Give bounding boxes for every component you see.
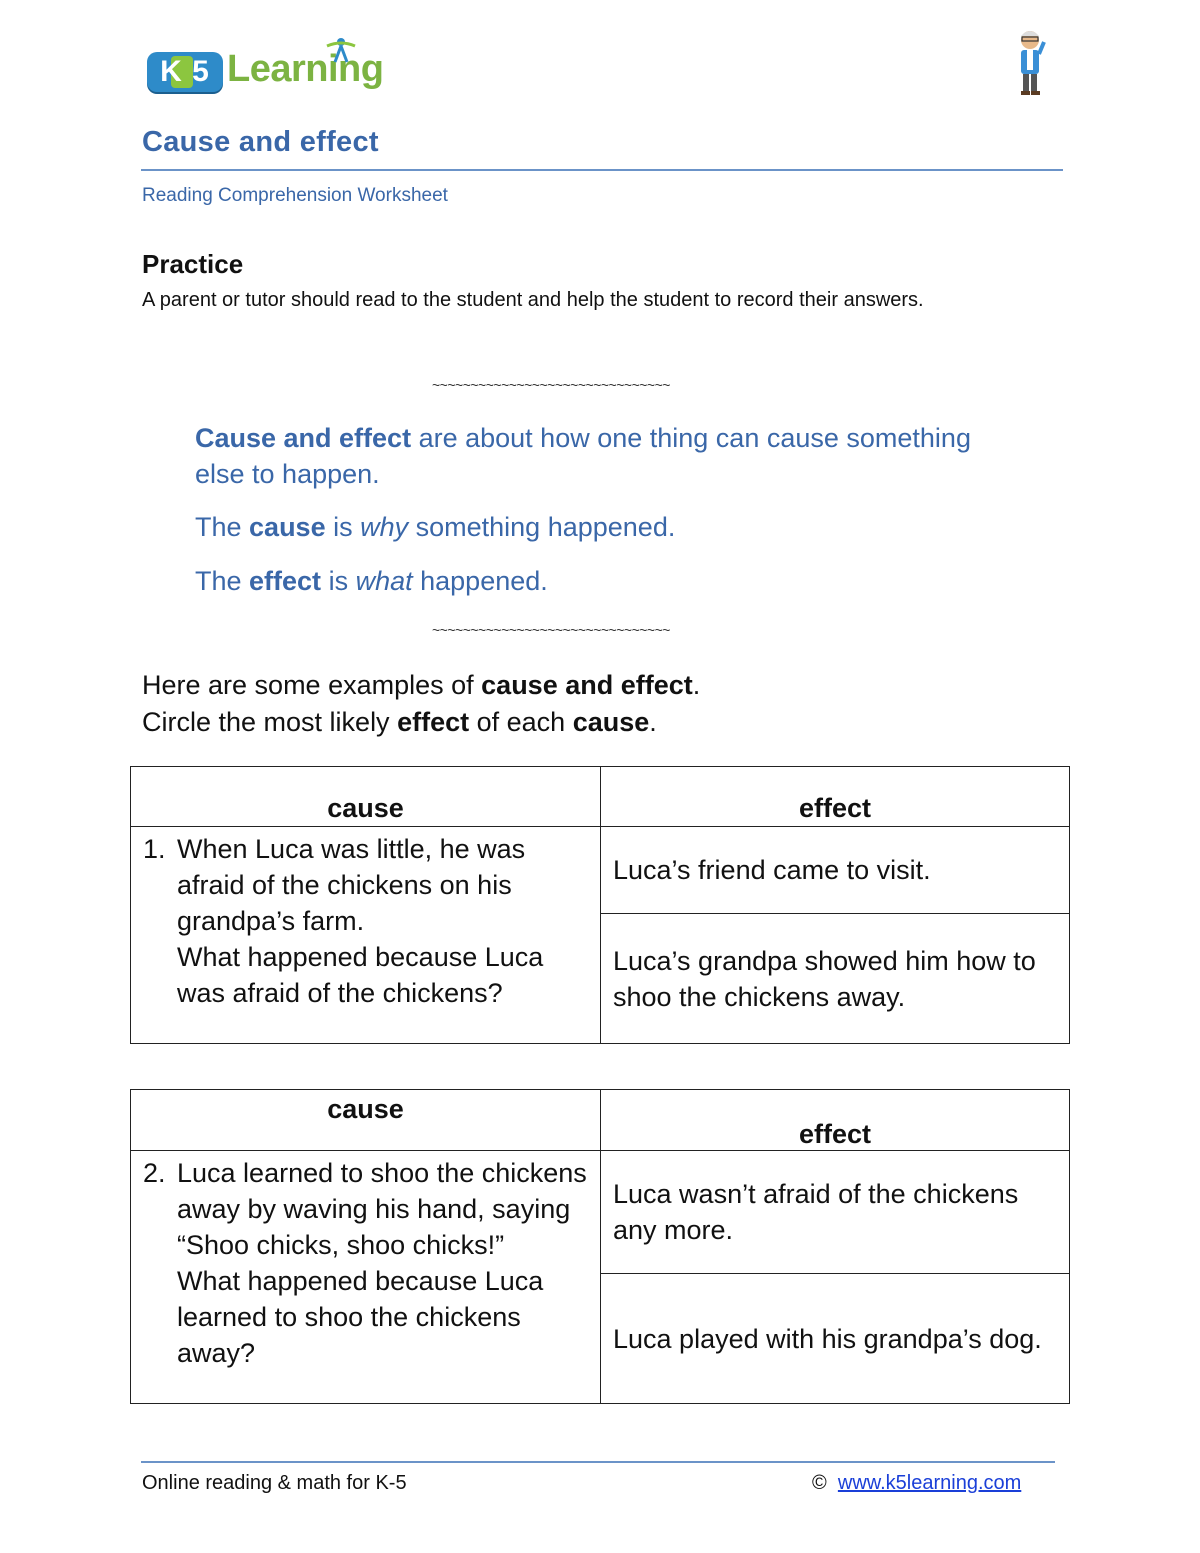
item-number: 1. [143, 834, 166, 864]
title-divider [141, 169, 1063, 171]
tilde-divider-bottom: ~~~~~~~~~~~~~~~~~~~~~~~~~~~~~~~ [432, 622, 670, 638]
logo-figure-icon [321, 36, 361, 64]
k5-learning-logo: K 5 Learning [143, 38, 403, 102]
practice-heading: Practice [142, 249, 244, 279]
instruction-1-text: Here are some examples of [142, 670, 482, 700]
tilde-divider-top: ~~~~~~~~~~~~~~~~~~~~~~~~~~~~~~~ [432, 377, 670, 393]
cause-text: Luca learned to shoo the chickens away by waving his hand, saying “Shoo chicks, shoo chicks!” [177, 1158, 587, 1260]
effect-header: effect [601, 767, 1070, 827]
cause-cell [131, 1151, 601, 1404]
instruction-2-bold-effect: effect [397, 707, 470, 737]
teacher-mascot-icon [1012, 28, 1048, 98]
definition-effect-term: effect [249, 566, 322, 596]
worksheet-subtitle: Reading Comprehension Worksheet [142, 185, 448, 206]
definition-text: are about how one thing can cause something else to happen. [195, 423, 971, 489]
definition-cause-is: is [325, 512, 361, 542]
effect-header: effect [601, 1090, 1070, 1151]
effect-option-1[interactable]: Luca’s friend came to visit. [601, 827, 1070, 914]
instruction-1-end: . [692, 670, 701, 700]
cause-cell [131, 827, 601, 1044]
cause-header: cause [131, 767, 601, 827]
definition-effect-rest: happened. [412, 566, 548, 596]
instruction-2-text: Circle the most likely [142, 707, 398, 737]
effect-option-1[interactable]: Luca wasn’t afraid of the chickens any more. [601, 1151, 1070, 1274]
instruction-2-bold-cause: cause [572, 707, 650, 737]
copyright-symbol: © [812, 1472, 827, 1494]
item-number: 2. [143, 1158, 166, 1188]
practice-instructions: A parent or tutor should read to the student and help the student to record their answers. [142, 289, 924, 311]
worksheet-title: Cause and effect [142, 126, 379, 158]
definition-effect [195, 563, 548, 599]
definition-effect-prefix: The [195, 566, 250, 596]
definition-cause-prefix: The [195, 512, 250, 542]
footer-divider [141, 1461, 1055, 1463]
cause-question: What happened because Luca was afraid of the chickens? [177, 942, 544, 1008]
definition-cause-why: why [360, 512, 409, 542]
footer-copyright [812, 1472, 1021, 1495]
definition-effect-is: is [321, 566, 356, 596]
cause-question: What happened because Luca learned to shoo the chickens away? [177, 1266, 544, 1368]
cause-effect-table-1 [130, 766, 1070, 1044]
effect-option-2[interactable]: Luca’s grandpa showed him how to shoo the chickens away. [601, 914, 1070, 1044]
instruction-1-bold: cause and effect [481, 670, 693, 700]
definition-cause-term: cause [249, 512, 326, 542]
instruction-line-2 [142, 704, 700, 741]
cause-header: cause [131, 1090, 601, 1151]
definition-effect-what: what [355, 566, 413, 596]
cause-text: When Luca was little, he was afraid of the chickens on his grandpa’s farm. [177, 834, 526, 936]
instruction-line-1 [142, 667, 700, 704]
instruction-2-mid: of each [469, 707, 573, 737]
definition-cause [195, 509, 675, 545]
definition-cause-and-effect [195, 420, 1015, 492]
effect-option-2[interactable]: Luca played with his grandpa’s dog. [601, 1274, 1070, 1404]
definition-cause-rest: something happened. [408, 512, 676, 542]
cause-effect-table-2 [130, 1089, 1070, 1404]
website-link[interactable]: www.k5learning.com [837, 1472, 1022, 1494]
footer-tagline: Online reading & math for K-5 [142, 1472, 407, 1494]
instruction-2-end: . [649, 707, 657, 737]
exercise-instructions [142, 667, 700, 741]
definition-term: Cause and effect [195, 423, 412, 453]
